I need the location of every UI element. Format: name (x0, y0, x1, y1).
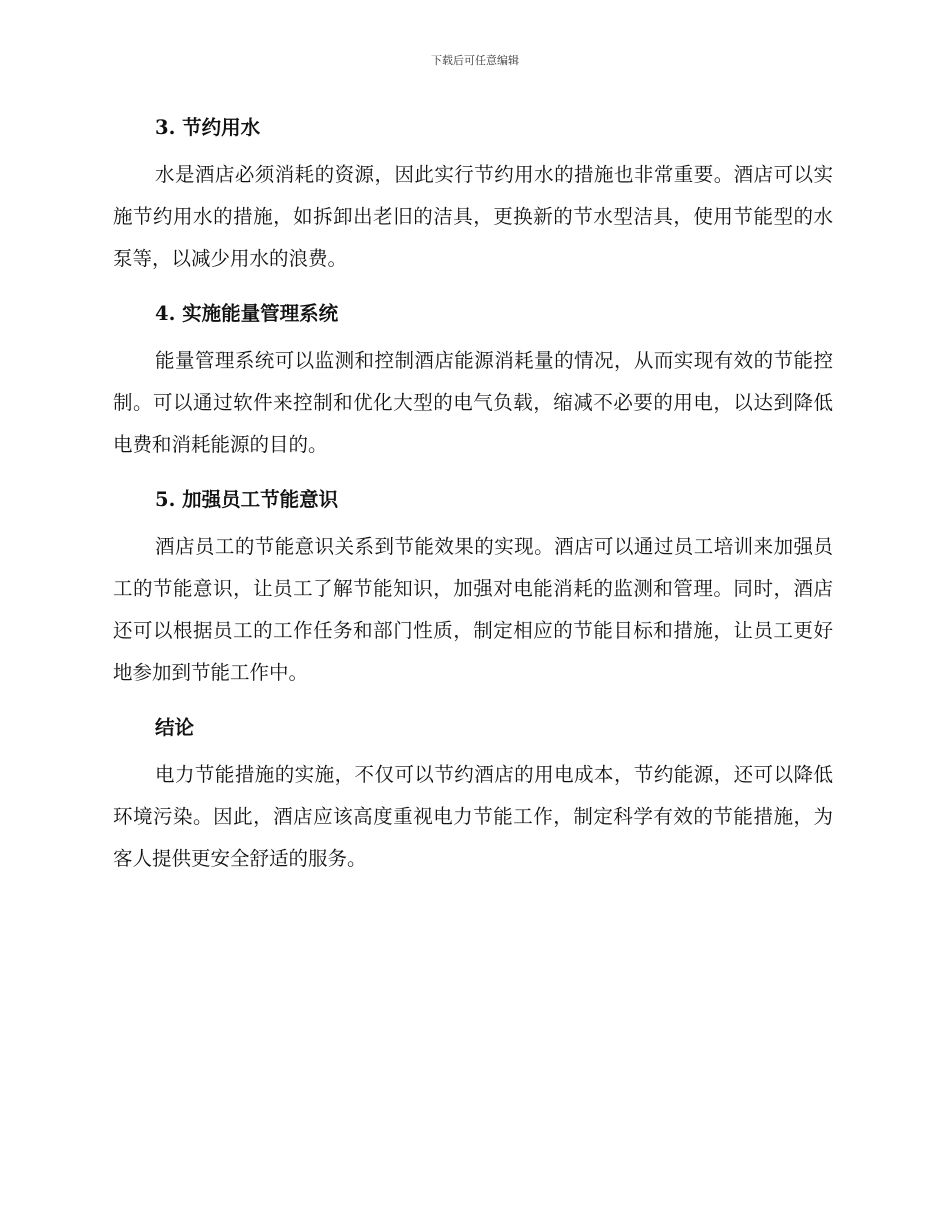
section-heading-energy-management: 4. 实施能量管理系统 (155, 302, 339, 325)
section-paragraph-staff-awareness: 酒店员工的节能意识关系到节能效果的实现。酒店可以通过员工培训来加强员工的节能意识，让员工了解节能知识，加强对电能消耗的监测和管理。同时，酒店还可以根据员工的工作任务和部门性质，制定相应的节能目标和措施，让员工更好地参加到节能工作中。 (113, 535, 833, 684)
document-body (113, 110, 833, 880)
section-paragraph-energy-management: 能量管理系统可以监测和控制酒店能源消耗量的情况，从而实现有效的节能控制。可以通过软件来控制和优化大型的电气负载，缩减不必要的用电，以达到降低电费和消耗能源的目的。 (113, 349, 833, 456)
section-paragraph-water: 水是酒店必须消耗的资源，因此实行节约用水的措施也非常重要。酒店可以实施节约用水的措施，如拆卸出老旧的洁具，更换新的节水型洁具，使用节能型的水泵等，以减少用水的浪费。 (113, 163, 833, 270)
section-paragraph-conclusion: 电力节能措施的实施，不仅可以节约酒店的用电成本，节约能源，还可以降低环境污染。因此，酒店应该高度重视电力节能工作，制定科学有效的节能措施，为客人提供更安全舒适的服务。 (113, 763, 833, 870)
section-heading-water: 3. 节约用水 (155, 116, 261, 139)
section-heading-conclusion: 结论 (155, 716, 195, 739)
header-note: 下载后可任意编辑 (431, 54, 519, 67)
section-heading-staff-awareness: 5. 加强员工节能意识 (155, 488, 339, 511)
